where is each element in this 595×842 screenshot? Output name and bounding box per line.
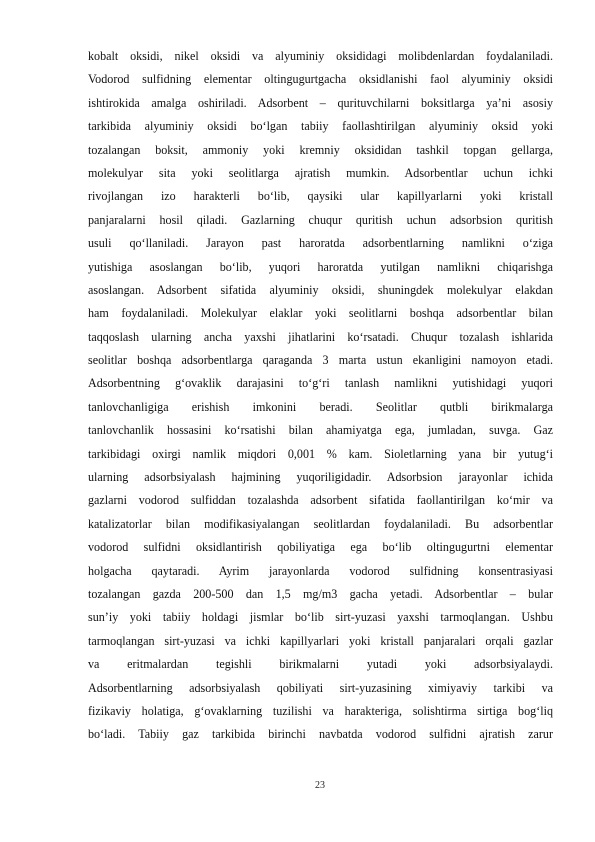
- text-line: tarkibidagi oxirgi namlik miqdori 0,001 % kam. Sioletlarning yana bir yutug‘i: [88, 446, 553, 461]
- text-line: ishtirokida amalga oshiriladi. Adsorbent – qurituvchilarni boksitlarga ya’ni asosiy: [88, 95, 553, 110]
- text-line: tozalangan gazda 200-500 dan 1,5 mg/m3 gacha yetadi. Adsorbentlar – bular: [88, 586, 553, 601]
- text-line: molekulyar sita yoki seolitlarga ajratish mumkin. Adsorbentlar uchun ichki: [88, 165, 553, 180]
- text-line: usuli qo‘llaniladi. Jarayon past haroratda adsorbentlarning namlikni o‘ziga: [88, 236, 553, 251]
- text-line: taqqoslash ularning ancha yaxshi jihatlarini ko‘rsatadi. Chuqur tozalash ishlarida: [88, 329, 553, 344]
- text-line: rivojlangan izo harakterli bo‘lib, qaysiki ular kapillyarlarni yoki kristall: [88, 189, 553, 204]
- text-line: ularning adsorbsiyalash hajmining yuqoriligidadir. Adsorbsion jarayonlar ichida: [88, 470, 553, 485]
- text-line: Adsorbentning g‘ovaklik darajasini to‘g‘ri tanlash namlikni yutishidagi yuqori: [88, 376, 553, 391]
- text-line: fizikaviy holatiga, g‘ovaklarning tuzilishi va harakteriga, solishtirma sirtiga bog‘liq: [88, 703, 553, 718]
- text-line: holgacha qaytaradi. Ayrim jarayonlarda vodorod sulfidning konsentrasiyasi: [88, 563, 553, 578]
- text-line: tanlovchanligiga erishish imkonini beradi. Seolitlar qutbli birikmalarga: [88, 399, 553, 414]
- text-line: Vodorod sulfidning elementar oltingugurtgacha oksidlanishi faol alyuminiy oksidi: [88, 72, 553, 87]
- text-line: tarmoqlangan sirt-yuzasi va ichki kapillyarlari yoki kristall panjaralari orqali gazlar: [88, 633, 553, 648]
- text-line: panjaralarni hosil qiladi. Gazlarning chuqur quritish uchun adsorbsion quritish: [88, 212, 553, 227]
- text-line: tozalangan boksit, ammoniy yoki kremniy oksididan tashkil topgan gellarga,: [88, 142, 553, 157]
- text-line: asoslangan. Adsorbent sifatida alyuminiy oksidi, shuningdek molekulyar elakdan: [88, 282, 553, 297]
- page-number: 23: [315, 780, 325, 791]
- text-line: sun’iy yoki tabiiy holdagi jismlar bo‘lib sirt-yuzasi yaxshi tarmoqlangan. Ushbu: [88, 610, 553, 625]
- body-text: [88, 45, 553, 747]
- text-line: va eritmalardan tegishli birikmalarni yutadi yoki adsorbsiyalaydi.: [88, 657, 553, 672]
- text-line: kobalt oksidi, nikel oksidi va alyuminiy oksididagi molibdenlardan foydalaniladi.: [88, 49, 553, 63]
- text-line: gazlarni vodorod sulfiddan tozalashda adsorbent sifatida faollantirilgan ko‘mir va: [88, 493, 553, 508]
- text-line: katalizatorlar bilan modifikasiyalangan seolitlardan foydalaniladi. Bu adsorbentlar: [88, 516, 553, 531]
- text-line: ham foydalaniladi. Molekulyar elaklar yoki seolitlarni boshqa adsorbentlar bilan: [88, 306, 553, 321]
- text-line: tanlovchanlik hossasini ko‘rsatishi bilan ahamiyatga ega, jumladan, suvga. Gaz: [88, 423, 553, 438]
- text-line: tarkibida alyuminiy oksidi bo‘lgan tabiiy faollashtirilgan alyuminiy oksid yoki: [88, 119, 553, 134]
- text-line: bo‘ladi. Tabiiy gaz tarkibida birinchi navbatda vodorod sulfidni ajratish zarur: [88, 727, 553, 742]
- text-line: Adsorbentlarning adsorbsiyalash qobiliyati sirt-yuzasining ximiyaviy tarkibi va: [88, 680, 553, 695]
- text-line: seolitlar boshqa adsorbentlarga qaraganda 3 marta ustun ekanligini namoyon etadi.: [88, 353, 553, 368]
- text-line: vodorod sulfidni oksidlantirish qobiliyatiga ega bo‘lib oltingugurtni elementar: [88, 540, 553, 555]
- text-line: yutishiga asoslangan bo‘lib, yuqori haroratda yutilgan namlikni chiqarishga: [88, 259, 553, 274]
